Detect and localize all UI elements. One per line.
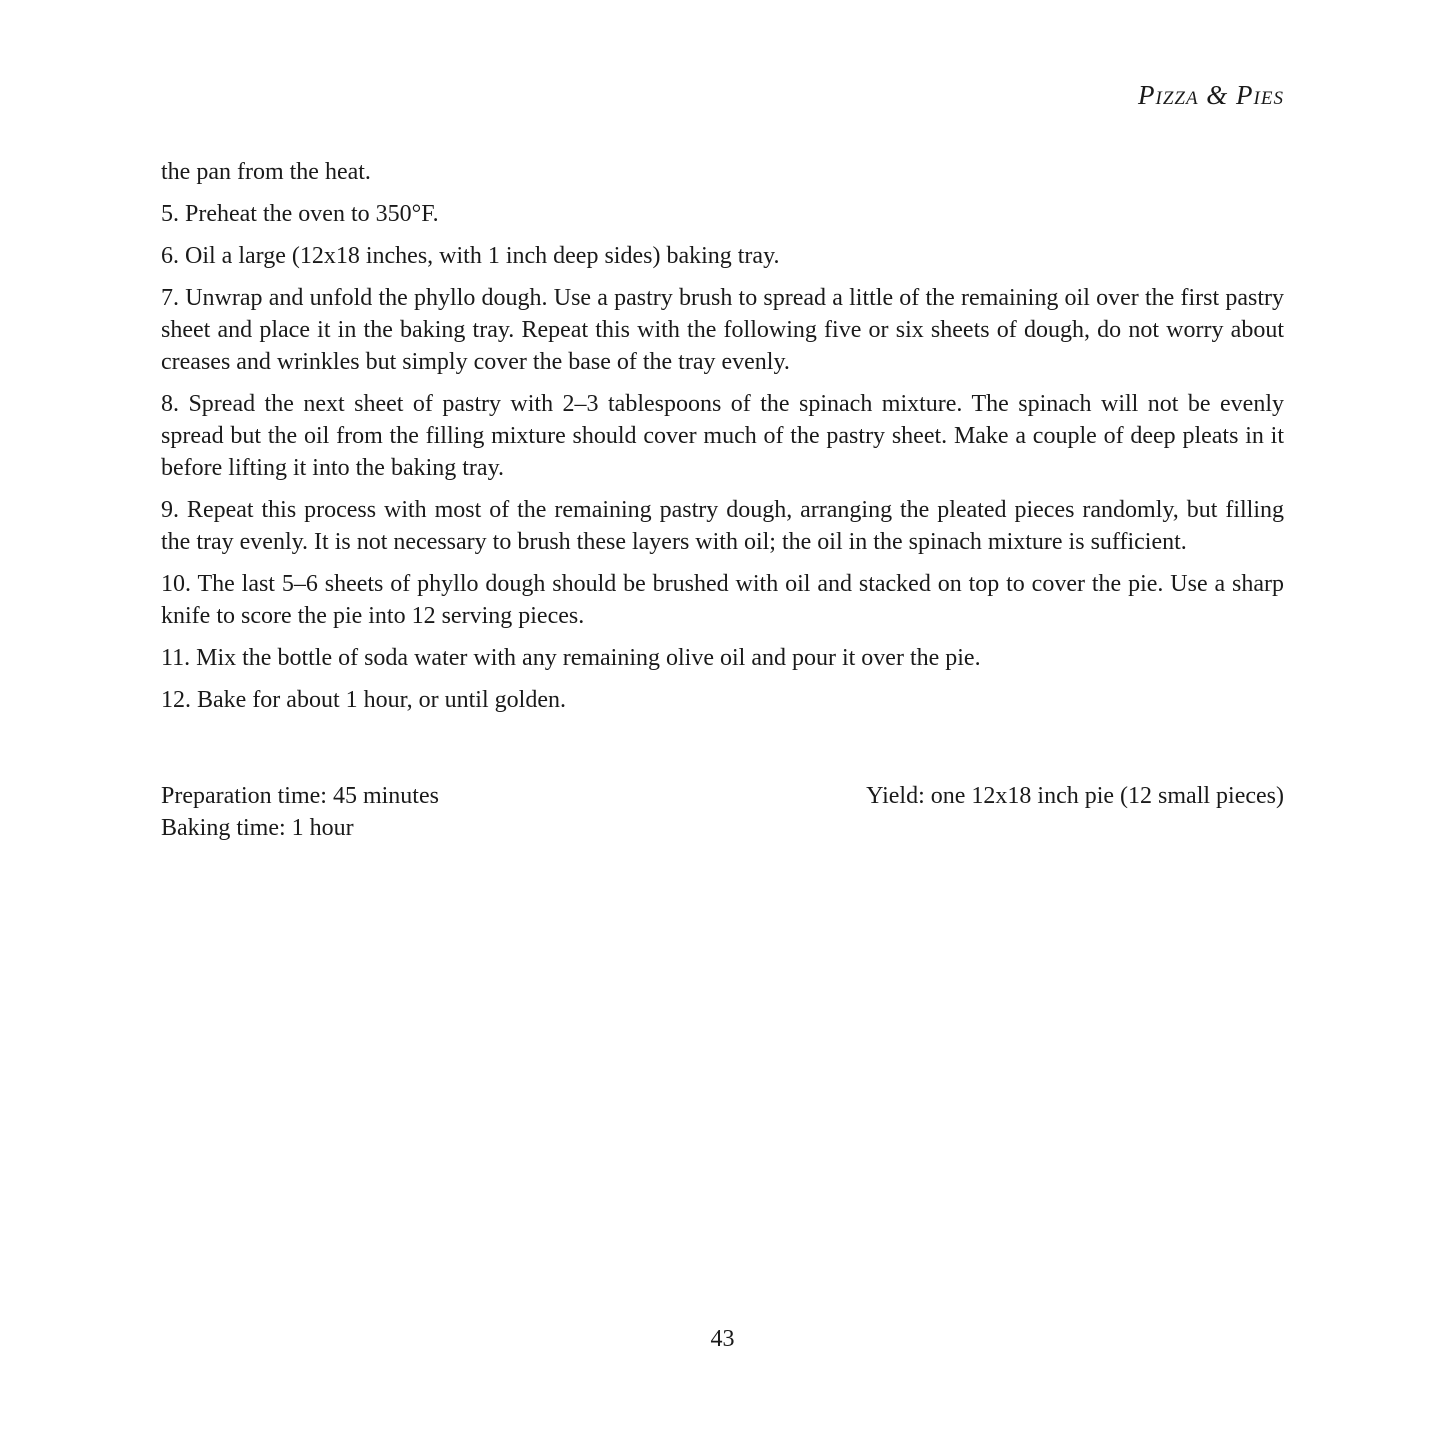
recipe-times	[161, 780, 439, 844]
recipe-info	[161, 780, 1284, 844]
baking-time: Baking time: 1 hour	[161, 815, 354, 841]
step-6: 6. Oil a large (12x18 inches, with 1 inch deep sides) baking tray.	[161, 243, 780, 269]
step-7: 7. Unwrap and unfold the phyllo dough. Use a pastry brush to spread a little of the remaining oil over the first pastry sheet and place it in the baking tray. Repeat this with the following five or six sheets of dough, do not worry about creases and wrinkles but simply cover the base of the tray evenly.	[161, 285, 1284, 375]
step-12: 12. Bake for about 1 hour, or until golden.	[161, 687, 566, 713]
preparation-time: Preparation time: 45 minutes	[161, 783, 439, 809]
step-11: 11. Mix the bottle of soda water with any remaining olive oil and pour it over the pie.	[161, 645, 981, 671]
step-5: 5. Preheat the oven to 350°F.	[161, 201, 439, 227]
page-number: 43	[710, 1326, 735, 1352]
step-9: 9. Repeat this process with most of the remaining pastry dough, arranging the pleated pieces randomly, but filling the tray evenly. It is not necessary to brush these layers with oil; the oil in the spinach mixture is sufficient.	[161, 497, 1284, 555]
step-continuation: the pan from the heat.	[161, 159, 371, 185]
recipe-steps	[161, 156, 1284, 726]
running-title: Pizza & Pies	[1138, 80, 1284, 110]
step-10: 10. The last 5–6 sheets of phyllo dough should be brushed with oil and stacked on top to cover the pie. Use a sharp knife to score the pie into 12 serving pieces.	[161, 571, 1284, 629]
step-8: 8. Spread the next sheet of pastry with 2–3 tablespoons of the spinach mixture. The spinach will not be evenly spread but the oil from the filling mixture should cover much of the pastry sheet. Make a couple of deep pleats in it before lifting it into the baking tray.	[161, 391, 1284, 481]
recipe-yield: Yield: one 12x18 inch pie (12 small pieces)	[866, 783, 1284, 809]
